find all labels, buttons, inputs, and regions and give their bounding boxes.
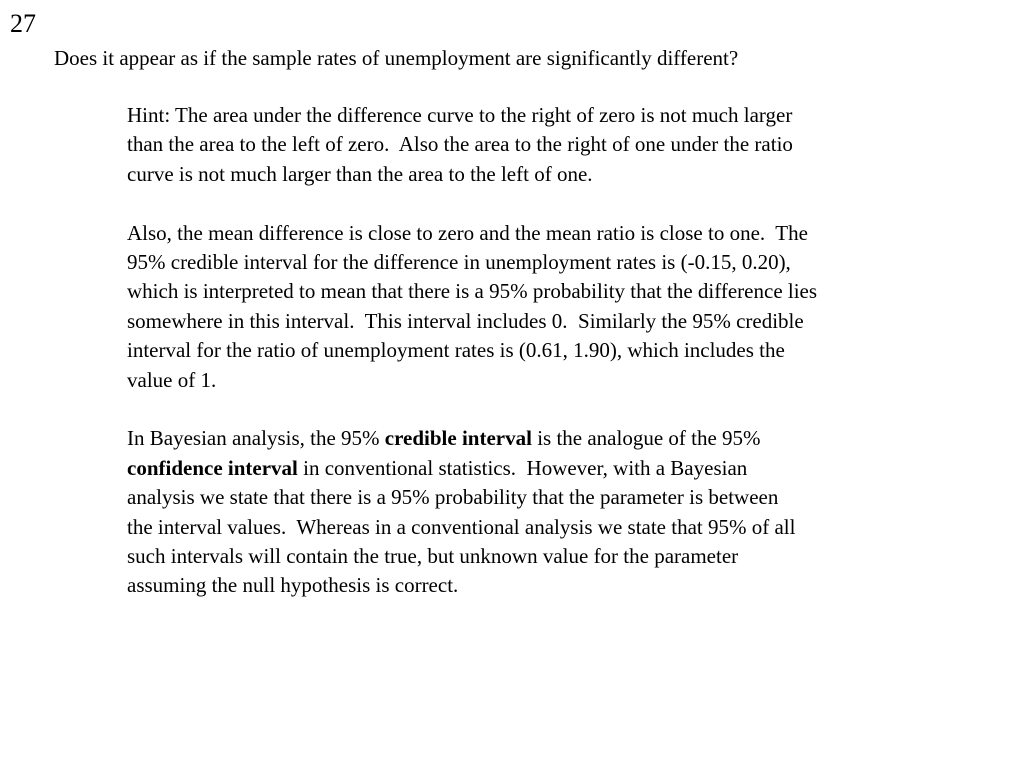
confidence-interval-term: confidence interval bbox=[127, 455, 298, 480]
body-block bbox=[127, 101, 1007, 630]
bayesian-paragraph bbox=[127, 424, 1007, 600]
bayesian-line: the interval values. Whereas in a conventional analysis we state that 95% of all bbox=[127, 514, 796, 539]
means-line: value of 1. bbox=[127, 367, 217, 392]
bayesian-text: is the analogue of the 95% bbox=[531, 426, 761, 451]
bayesian-line bbox=[127, 454, 1007, 483]
credible-interval-term: credible interval bbox=[384, 426, 532, 451]
bayesian-line: assuming the null hypothesis is correct. bbox=[127, 573, 459, 598]
means-line: which is interpreted to mean that there is a 95% probability that the difference lies bbox=[127, 279, 818, 304]
means-line: 95% credible interval for the difference in unemployment rates is (-0.15, 0.20), bbox=[127, 250, 791, 275]
hint-line: than the area to the left of zero. Also the area to the right of one under the ratio bbox=[127, 132, 793, 157]
means-line: Also, the mean difference is close to zero and the mean ratio is close to one. The bbox=[127, 220, 808, 245]
means-line: interval for the ratio of unemployment rates is (0.61, 1.90), which includes the bbox=[127, 338, 785, 363]
means-line: somewhere in this interval. This interval includes 0. Similarly the 95% credible bbox=[127, 308, 804, 333]
bayesian-line: analysis we state that there is a 95% probability that the parameter is between bbox=[127, 485, 779, 510]
bayesian-line bbox=[127, 424, 1007, 453]
hint-paragraph bbox=[127, 101, 1007, 189]
bayesian-text: In Bayesian analysis, the 95% bbox=[127, 426, 385, 451]
means-paragraph bbox=[127, 219, 1007, 395]
page-number: 27 bbox=[10, 9, 36, 38]
bayesian-text: in conventional statistics. However, with a Bayesian bbox=[297, 455, 748, 480]
hint-line: Hint: The area under the difference curve to the right of zero is not much larger bbox=[127, 103, 793, 127]
question-heading: Does it appear as if the sample rates of unemployment are significantly different? bbox=[54, 46, 739, 70]
bayesian-line: such intervals will contain the true, but unknown value for the parameter bbox=[127, 544, 739, 569]
hint-line: curve is not much larger than the area to the left of one. bbox=[127, 161, 593, 186]
